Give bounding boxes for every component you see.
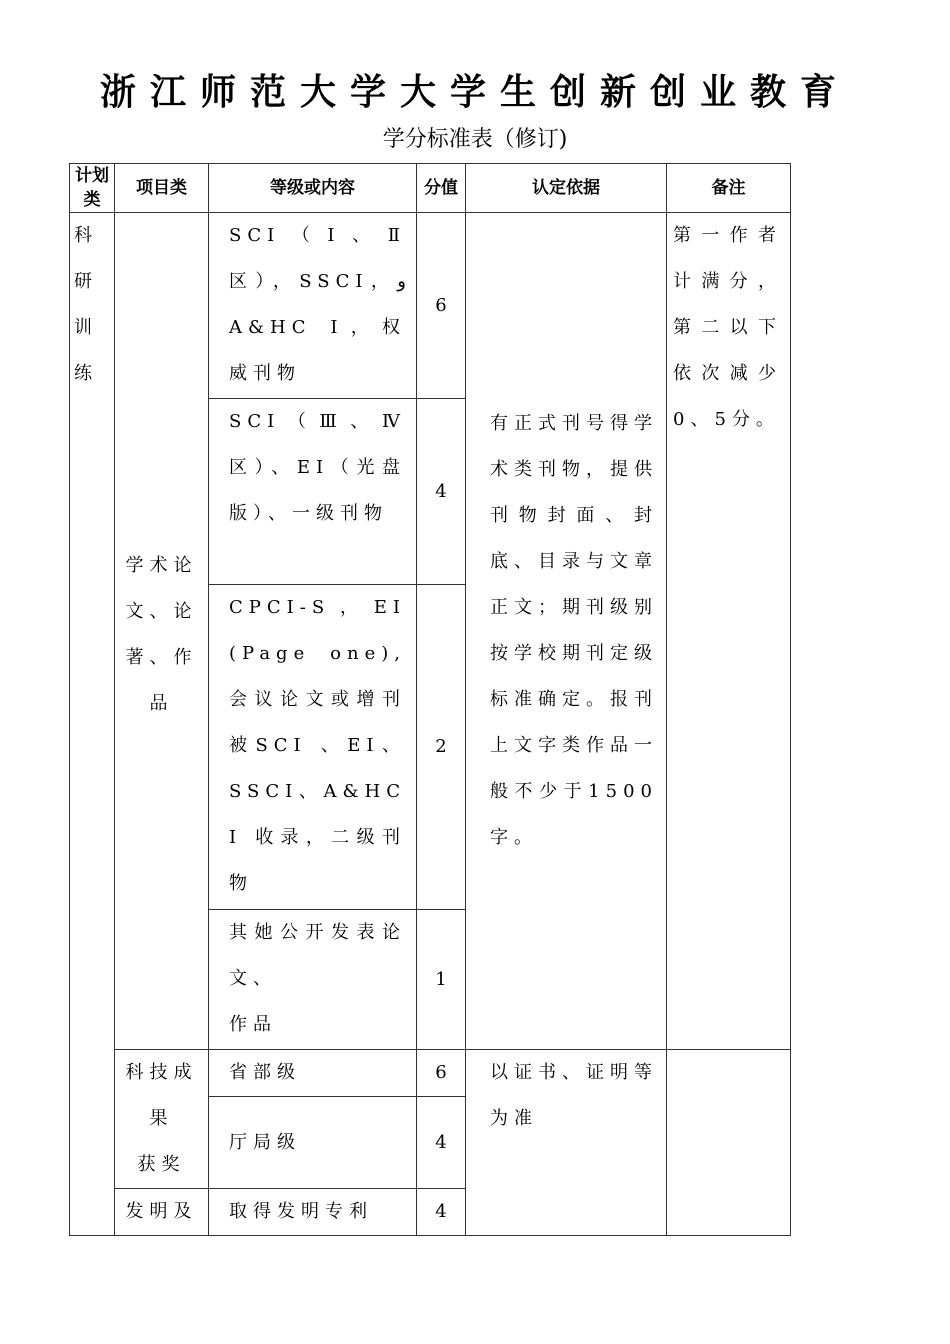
- content-text: 其她公开发表论文、: [229, 922, 406, 989]
- content-text: CPCI-S，EI(Page one), 会议论文或增刊被SCI 、EI、SSCI、A&HCI 收录，二级刊物: [229, 597, 406, 894]
- score-cell: 1: [417, 910, 466, 1050]
- table-row: [70, 1050, 791, 1097]
- header-plan: 计划类: [70, 164, 115, 213]
- content-text: SCI（Ⅲ、Ⅳ区）、EI（光盘版）、一级刊物: [229, 411, 406, 524]
- award-category-line: 获奖: [137, 1154, 186, 1175]
- content-cell: [209, 1189, 417, 1236]
- content-text: 省部级: [229, 1062, 301, 1083]
- note-cell-empty: [667, 1050, 791, 1236]
- award-basis: 以证书、证明等为准: [490, 1062, 658, 1129]
- content-cell: [209, 1050, 417, 1097]
- plan-type-char: 研: [74, 271, 92, 292]
- content-text: 取得发明专利: [229, 1201, 373, 1222]
- award-category-line: 科技成: [125, 1062, 198, 1083]
- document-subtitle: 学分标准表（修订): [382, 127, 568, 152]
- header-note: 备注: [667, 164, 791, 213]
- paper-basis-cell: [466, 213, 667, 1050]
- header-content: 等级或内容: [209, 164, 417, 213]
- document-title: 浙江师范大学大学生创新创业教育: [99, 71, 850, 113]
- header-score: 分值: [417, 164, 466, 213]
- note-text: 第一作者计满分，第二以下依次减少0、5分。: [673, 225, 782, 430]
- award-category-line: 果: [149, 1108, 174, 1129]
- table-header-row: [70, 164, 791, 213]
- score-cell: 4: [417, 1189, 466, 1236]
- score-cell: 4: [417, 1097, 466, 1189]
- paper-basis: 有正式刊号得学术类刊物，提供刊物封面、封底、目录与文章正文；期刊级别按学校期刊定级标准确定。报刊上文字类作品一般不少于1500字。: [490, 413, 658, 848]
- invention-category-cell: [115, 1189, 209, 1236]
- content-cell: [209, 1097, 417, 1189]
- content-cell: [209, 910, 417, 1050]
- content-cell: [209, 399, 417, 585]
- score-cell: 6: [417, 1050, 466, 1097]
- invention-category: 发明及: [125, 1201, 198, 1222]
- plan-type-cell: [70, 213, 115, 1236]
- score-cell: 4: [417, 399, 466, 585]
- plan-type-char: 科: [74, 225, 92, 246]
- content-cell: [209, 585, 417, 910]
- paper-category-cell: [115, 213, 209, 1050]
- plan-type-char: 练: [74, 363, 92, 384]
- content-cell: [209, 213, 417, 399]
- header-basis: 认定依据: [466, 164, 667, 213]
- score-cell: 2: [417, 585, 466, 910]
- table-row: [70, 213, 791, 399]
- score-cell: 6: [417, 213, 466, 399]
- header-category: 项目类: [115, 164, 209, 213]
- note-cell: [667, 213, 791, 1050]
- plan-type-char: 训: [74, 317, 92, 338]
- content-text: 作品: [229, 1014, 277, 1035]
- credit-standard-table: [69, 163, 791, 1236]
- award-category-cell: [115, 1050, 209, 1189]
- paper-category: 学术论文、论著、作品: [125, 555, 198, 714]
- content-text: 厅局级: [229, 1131, 301, 1153]
- content-text: SCI（Ⅰ、Ⅱ区），SSCI，و A&HC Ⅰ，权威刊物: [229, 225, 406, 384]
- award-basis-cell: [466, 1050, 667, 1236]
